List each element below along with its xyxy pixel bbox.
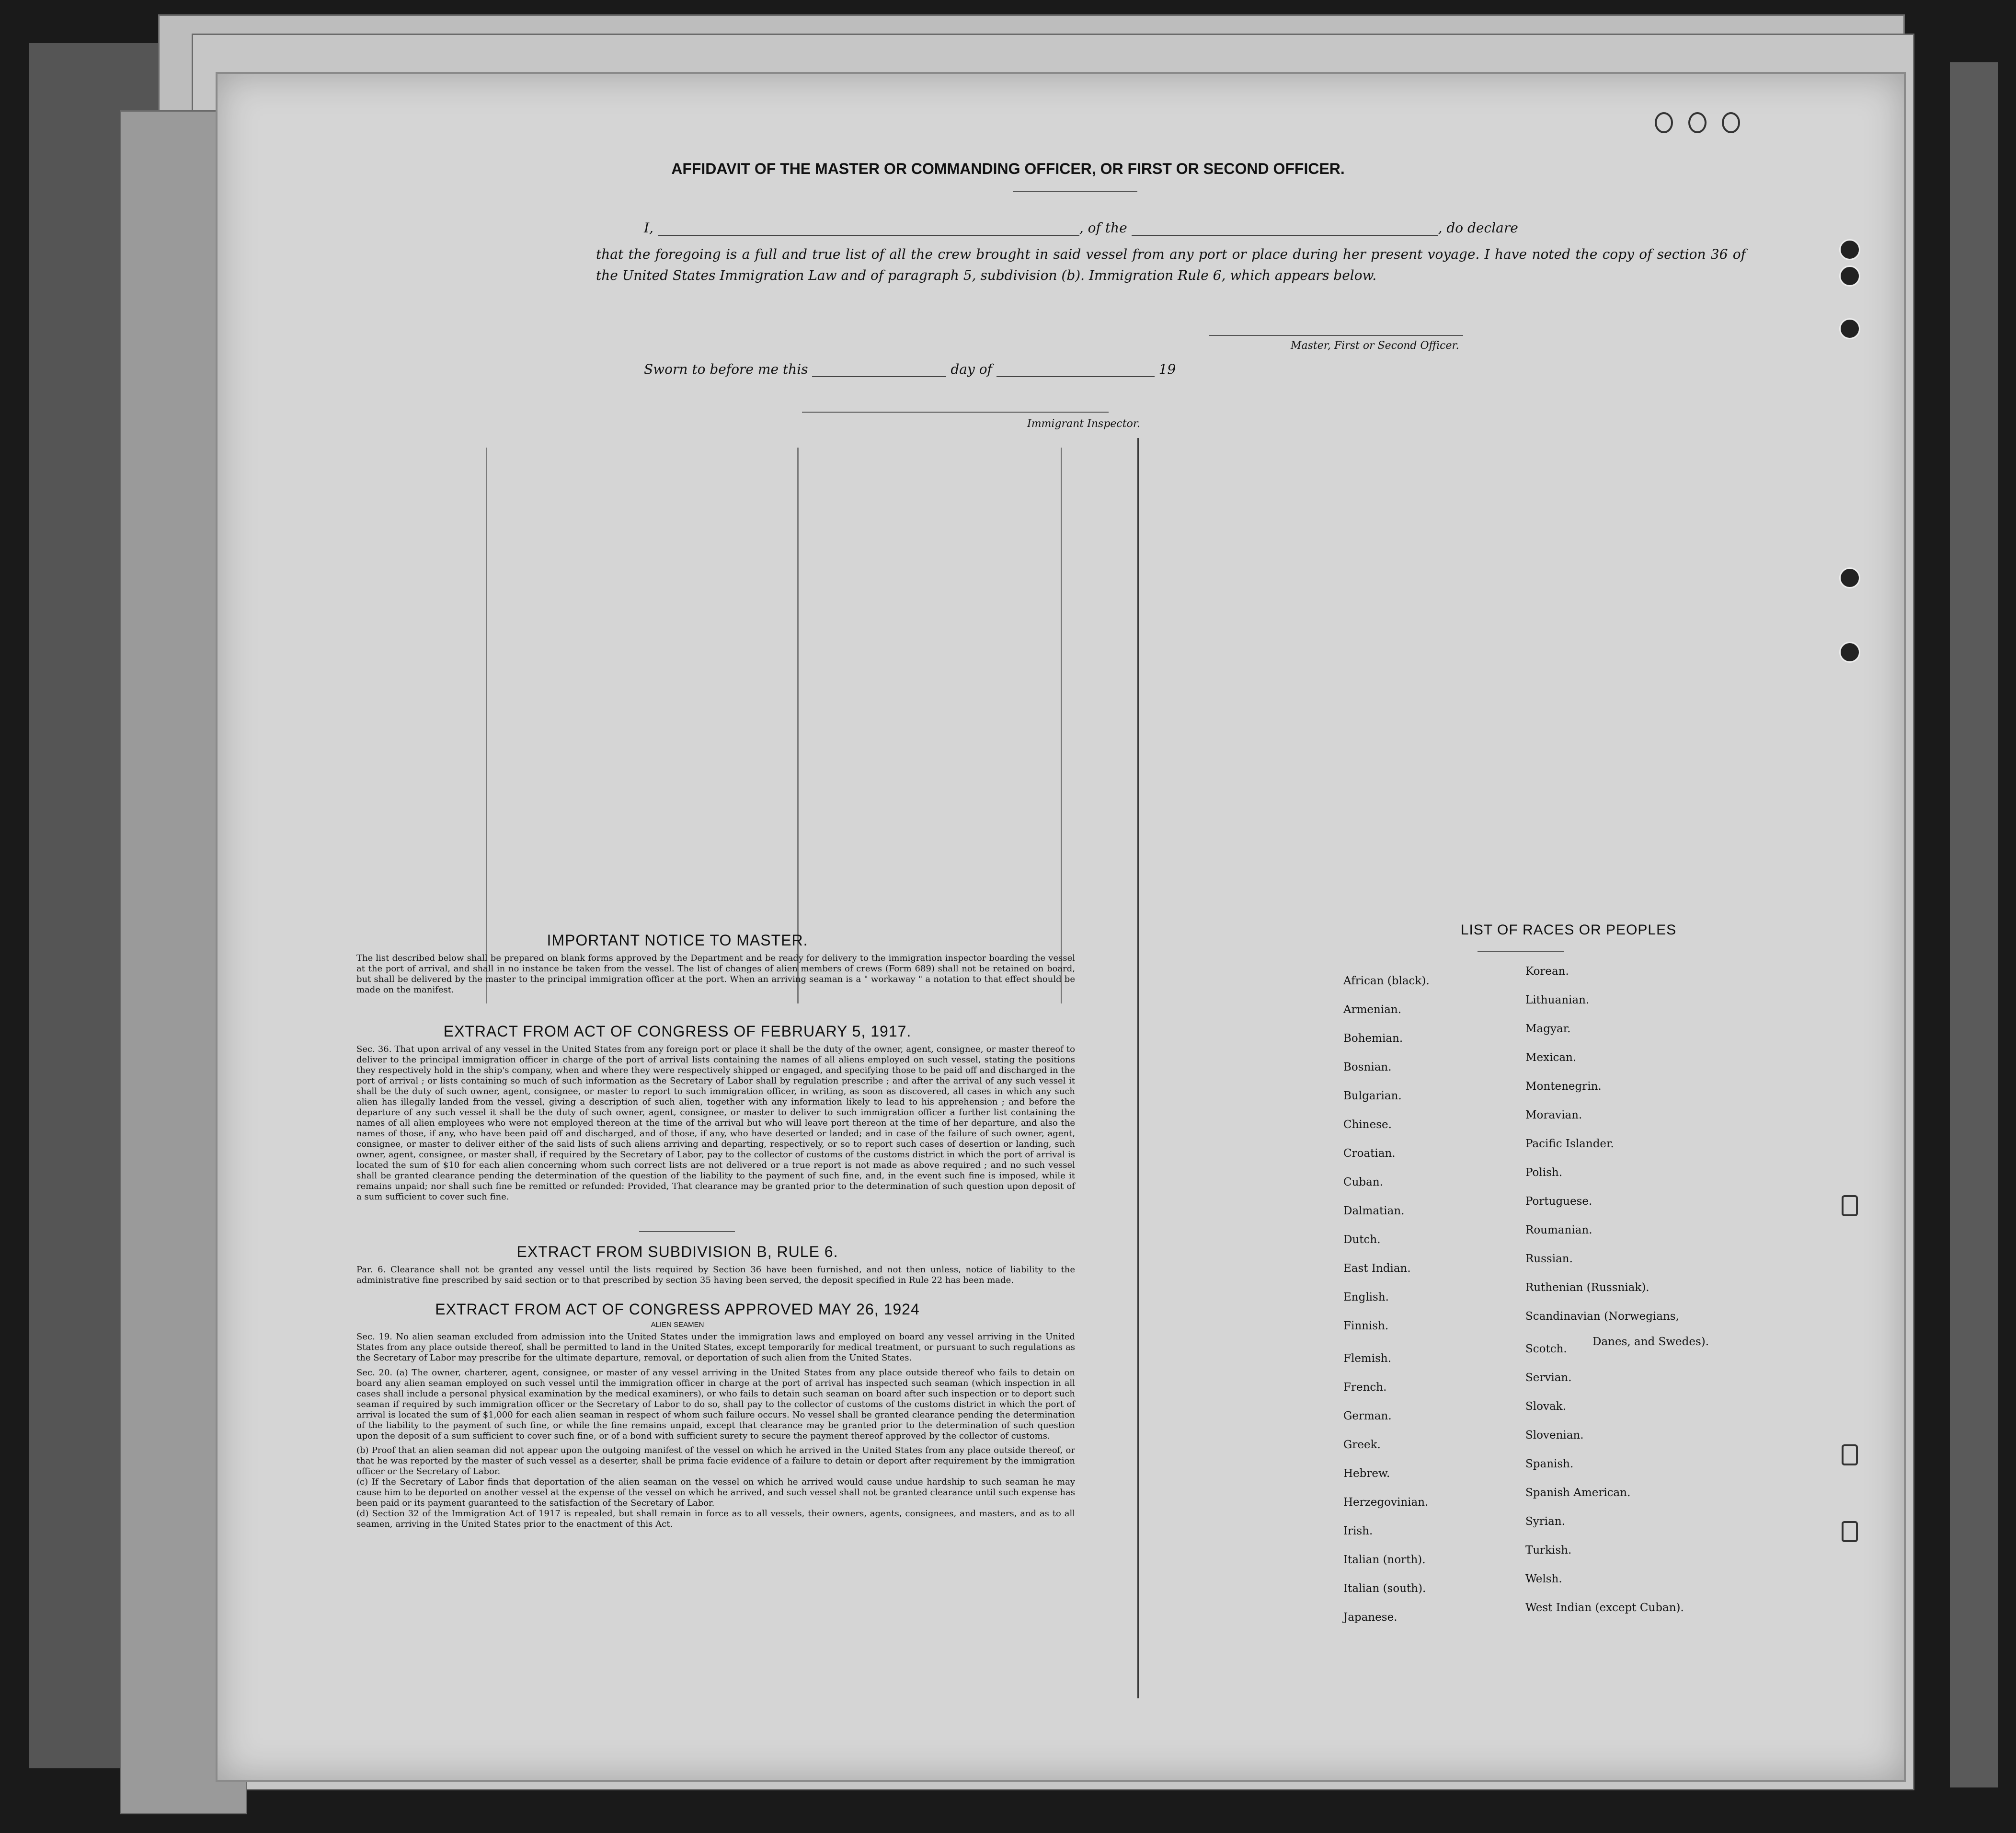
race-entry: Portuguese. <box>1525 1195 1592 1208</box>
sworn-day-of: day of <box>951 361 992 377</box>
race-entry: Scandinavian (Norwegians, <box>1525 1310 1679 1323</box>
column-line <box>486 448 487 1003</box>
column-line <box>1061 448 1062 1003</box>
extract-1924-sec19: Sec. 19. No alien seaman excluded from admission into the United States under the immigration laws and employed on board any vessel arriving in the United States from any place outside thereof, shall be permitted to land in the United States, except temporarily for medical treatment, or pursuant to such regulations as the Secretary of Labor may prescribe for the ultimate departure, removal, or deportation of such alien from the United States. <box>356 1332 1075 1363</box>
declarant-prefix: I, <box>644 220 653 236</box>
race-entry: Ruthenian (Russniak). <box>1525 1281 1649 1294</box>
sworn-day-field[interactable] <box>812 376 946 377</box>
back-sheet-right <box>1950 62 1998 1787</box>
race-entry: Montenegrin. <box>1525 1080 1602 1093</box>
declaration-line <box>644 220 1746 236</box>
race-entry: Roumanian. <box>1525 1224 1592 1236</box>
race-entry: Moravian. <box>1525 1109 1582 1121</box>
race-entry: Bulgarian. <box>1343 1090 1402 1102</box>
race-entry: Irish. <box>1343 1525 1373 1537</box>
column-line <box>797 448 799 1003</box>
race-entry: Scotch. <box>1525 1343 1567 1355</box>
extract-rule6-title: EXTRACT FROM SUBDIVISION B, RULE 6. <box>516 1243 838 1260</box>
extract-1917-title: EXTRACT FROM ACT OF CONGRESS OF FEBRUARY 5, 1917. <box>443 1023 912 1040</box>
vessel-of-label: , of the <box>1079 220 1127 236</box>
inspector-signature-line[interactable] <box>802 412 1109 413</box>
race-entry: Spanish. <box>1525 1458 1574 1470</box>
race-entry: Slovenian. <box>1525 1429 1584 1441</box>
affidavit-title: AFFIDAVIT OF THE MASTER OR COMMANDING OFFICER, OR FIRST OR SECOND OFFICER. <box>671 160 1345 177</box>
race-entry: East Indian. <box>1343 1262 1411 1275</box>
race-entry: Finnish. <box>1343 1320 1389 1332</box>
ring-hole-icon <box>1655 112 1673 133</box>
extract-1924-title: EXTRACT FROM ACT OF CONGRESS APPROVED MAY 26, 1924 <box>435 1301 920 1318</box>
race-entry: Mexican. <box>1525 1051 1577 1064</box>
race-entry: Italian (south). <box>1343 1582 1426 1595</box>
race-entry: Greek. <box>1343 1439 1381 1451</box>
master-signature-line[interactable] <box>1209 335 1463 336</box>
race-entry: Welsh. <box>1525 1573 1562 1585</box>
race-entry: Magyar. <box>1525 1023 1571 1035</box>
race-entry: English. <box>1343 1291 1389 1303</box>
race-entry: Servian. <box>1525 1372 1572 1384</box>
extract-1924-sec20d: (d) Section 32 of the Immigration Act of 1917 is repealed, but shall remain in force as to all vessels, their owners, agents, consignees, and masters, and as to all seamen, arriving in the United States prior to the enactment of this Act. <box>356 1509 1075 1529</box>
race-entry: Herzegovinian. <box>1343 1496 1429 1509</box>
extract-rule6-text: Par. 6. Clearance shall not be granted any vessel until the lists required by Section 36 have been furnished, and not then unless, notice of liability to the administrative fine prescribed by said section or to that prescribed by section 35 having been served, the deposit specified in Rule 22 has been made. <box>356 1265 1075 1285</box>
race-entry: Syrian. <box>1525 1515 1565 1528</box>
master-label: Master, First or Second Officer. <box>1291 340 1459 352</box>
race-entry: Russian. <box>1525 1253 1573 1265</box>
extract-1924-sec20b: (b) Proof that an alien seaman did not appear upon the outgoing manifest of the vessel on which he arrived in the United States from any place outside thereof, or that he was reported by the master of such vessel as a deserter, shall be prima facie evidence of a failure to detain or deport after requirement by the immigration officer or the Secretary of Labor. <box>356 1445 1075 1476</box>
race-entry: West Indian (except Cuban). <box>1525 1602 1684 1614</box>
extract-1924-subtitle: ALIEN SEAMEN <box>651 1321 704 1329</box>
race-entry: Korean. <box>1525 965 1569 978</box>
extract-1924-sec20c: (c) If the Secretary of Labor finds that deportation of the alien seaman on the vessel on which he arrived would cause undue hardship to such seaman he may cause him to be deported on another vessel at the expense of the vessel on which he arrived, and such vessel shall not be granted clearance until such expense has been paid or its payment guaranteed to the satisfaction of the Secretary of Labor. <box>356 1477 1075 1508</box>
sworn-line <box>644 361 1506 377</box>
ring-hole-icon <box>1722 112 1740 133</box>
race-entry: Croatian. <box>1343 1147 1396 1160</box>
race-entry: Lithuanian. <box>1525 994 1590 1006</box>
ring-hole-icon <box>1688 112 1707 133</box>
declare-label: , do declare <box>1438 220 1518 236</box>
column-line <box>1137 438 1139 1698</box>
inspector-label: Immigrant Inspector. <box>1027 418 1140 430</box>
race-entry: German. <box>1343 1410 1392 1422</box>
binder-slot-icon <box>1842 1444 1858 1465</box>
race-entry: Spanish American. <box>1525 1487 1631 1499</box>
races-title-rule <box>1478 951 1564 952</box>
title-rule <box>1013 191 1137 192</box>
race-entry: Bohemian. <box>1343 1032 1403 1045</box>
declaration-body: that the foregoing is a full and true list of all the crew brought in said vessel from any port or place during her present voyage. I have noted the copy of section 36 of the United States Immigration Law and of paragraph 5, subdivision (b). Immigration Rule 6, which appears below. <box>596 246 1746 283</box>
binder-slot-icon <box>1842 1521 1858 1542</box>
declarant-name-field[interactable] <box>658 235 1079 236</box>
race-entry: Slovak. <box>1525 1400 1566 1413</box>
sworn-month-field[interactable] <box>997 376 1155 377</box>
extract-1917-text: Sec. 36. That upon arrival of any vessel in the United States from any foreign port or place it shall be the duty of the owner, agent, consignee, or master thereof to deliver to the principal immigration officer in charge of the port of arrival lists containing the names of all aliens employed on such vessel, stating the positions they respectively hold in the ship's company, when and where they were respectively shipped or engaged, and specifying those to be paid off and discharged in the port of arrival ; or lists containing so much of such information as the Secretary of Labor shall by regulation prescribe ; and after the arrival of any such vessel it shall be the duty of such owner, agent, consignee, or master to report to such immigration officer, in writing, as soon as discovered, all cases in which any such alien has illegally landed from the vessel, giving a description of such alien, together with any information likely to lead to his apprehension ; and before the departure of any such vessel it shall be the duty of such owner, agent, consignee, or master to deliver to such immigration officer a further list containing the names of all alien employees who were not employed thereon at the time of the arrival but who will leave port thereon at the time of her departure, and also the names of those, if any, who have been paid off and discharged, and of those, if any, who have deserted or landed; and in case of the failure of such owner, agent, consignee, or master to deliver either of the said lists of such aliens arriving and departing, respectively, or so to report such cases of desertion or landing, such owner, agent, consignee, or master shall, if required by the Secretary of Labor, pay to the collector of customs of the customs district in which the port of arrival is located the sum of $10 for each alien concerning whom such correct lists are not delivered or a true report is not made as above required ; and no such vessel shall be granted clearance pending the determination of the question of the liability to the payment of such fine, and, in the event such fine is imposed, while it remains unpaid; nor shall such fine be remitted or refunded: Provided, That clearance may be granted prior to the determination of such question upon deposit of a sum sufficient to cover such fine. <box>356 1044 1075 1202</box>
race-entry: Pacific Islander. <box>1525 1138 1614 1150</box>
race-entry: Flemish. <box>1343 1352 1392 1365</box>
race-entry: Armenian. <box>1343 1003 1402 1016</box>
race-entry: Dutch. <box>1343 1234 1381 1246</box>
race-entry: Cuban. <box>1343 1176 1383 1188</box>
race-entry: Hebrew. <box>1343 1467 1390 1480</box>
extract-1924-sec20a: Sec. 20. (a) The owner, charterer, agent, consignee, or master of any vessel arriving in the United States from any place outside thereof who fails to detain on board any alien seaman employed on such vessel until the immigration officer in charge at the port of arrival has inspected such seaman (which inspection in all cases shall include a personal physical examination by the medical examiners), or who fails to detain such seaman on board after such inspection or to deport such seaman if required by such immigration officer or the Secretary of Labor to do so, shall pay to the collector of customs of the customs district in which the port of arrival is located the sum of $1,000 for each alien seaman in respect of whom such failure occurs. No vessel shall be granted clearance pending the determination of the liability to the payment of such fine, or while the fine remains unpaid, except that clearance may be granted prior to the determination of such question upon the deposit of a sum sufficient to cover such fine, or of a bond with sufficient surety to secure the payment thereof approved by the collector of customs. <box>356 1368 1075 1441</box>
race-entry: French. <box>1343 1381 1387 1394</box>
notice-text: The list described below shall be prepared on blank forms approved by the Department and be ready for delivery to the immigration inspector boarding the vessel at the port of arrival, and shall in no instance be taken from the vessel. The list of changes of alien members of crews (Form 689) shall not be retained on board, but shall be delivered by the master to the principal immigration officer at the port. When an arriving seaman is a " workaway " a notation to that effect should be made on the manifest. <box>356 953 1075 995</box>
race-entry: Chinese. <box>1343 1118 1392 1131</box>
race-entry: Bosnian. <box>1343 1061 1392 1073</box>
binder-slot-icon <box>1842 1195 1858 1216</box>
document-page <box>216 72 1906 1782</box>
race-entry: Japanese. <box>1343 1611 1397 1624</box>
race-entry: Polish. <box>1525 1166 1563 1179</box>
vessel-name-field[interactable] <box>1132 235 1438 236</box>
race-entry: Dalmatian. <box>1343 1205 1405 1217</box>
race-entry: African (black). <box>1343 975 1430 987</box>
section-divider <box>639 1231 735 1232</box>
sworn-prefix: Sworn to before me this <box>644 361 808 377</box>
notice-title: IMPORTANT NOTICE TO MASTER. <box>547 932 808 949</box>
sworn-year: 19 <box>1158 361 1176 377</box>
race-entry: Italian (north). <box>1343 1554 1426 1566</box>
race-entry: Turkish. <box>1525 1544 1572 1556</box>
race-entry-continuation: Danes, and Swedes). <box>1592 1336 1709 1348</box>
races-title: LIST OF RACES OR PEOPLES <box>1460 922 1677 938</box>
